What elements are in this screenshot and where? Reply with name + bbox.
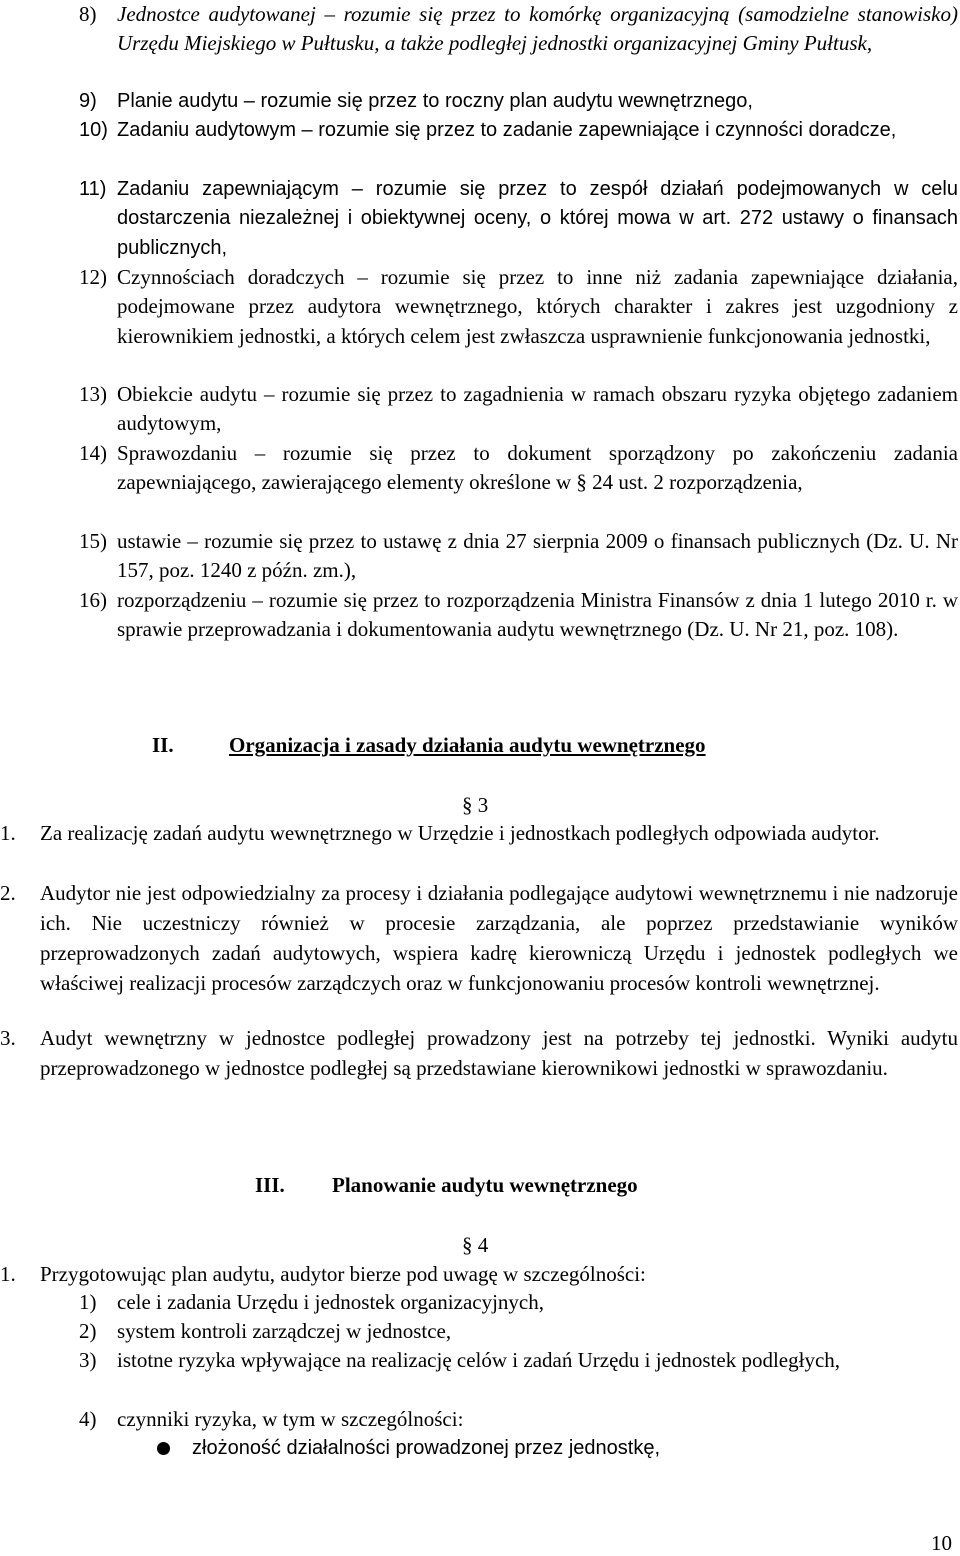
section-roman-numeral: II. <box>152 733 174 757</box>
definition-text: Planie audytu – rozumie się przez to roczny plan audytu wewnętrznego, <box>117 90 753 112</box>
definition-item <box>0 0 958 59</box>
sub-list-item <box>0 1346 958 1375</box>
sub-item-text: czynniki ryzyka, w tym w szczególności: <box>117 1407 464 1431</box>
definition-item <box>0 263 958 351</box>
definition-item <box>0 116 958 145</box>
definition-number: 10) <box>79 119 108 141</box>
definition-item <box>0 439 958 498</box>
sub-item-text: cele i zadania Urzędu i jednostek organizacyjnych, <box>117 1290 545 1314</box>
list-item <box>0 1259 958 1289</box>
definition-text: rozporządzeniu – rozumie się przez to rozporządzenia Ministra Finansów z dnia 1 lutego 2010 r. w sprawie przeprowadzania i dokumentowania audytu wewnętrznego (Dz. U. Nr 21, poz. 108). <box>117 588 958 642</box>
sub-item-text: istotne ryzyka wpływające na realizację celów i zadań Urzędu i jednostek podległych, <box>117 1348 841 1372</box>
list-item-number: 3. <box>0 1026 16 1050</box>
sub-item-number: 1) <box>79 1290 97 1314</box>
definition-text: ustawie – rozumie się przez to ustawę z dnia 27 sierpnia 2009 o finansach publicznych (Dz. U. Nr 157, poz. 1240 z późn. zm.), <box>117 529 958 583</box>
sub-list-item <box>0 1288 958 1317</box>
list-item <box>0 878 958 998</box>
definition-text: Obiekcie audytu – rozumie się przez to zagadnienia w ramach obszaru ryzyka objętego zadaniem audytowym, <box>117 382 958 436</box>
section-roman-numeral: III. <box>255 1173 285 1197</box>
definition-text: Jednostce audytowanej – rozumie się przez to komórkę organizacyjną (samodzielne stanowisko) Urzędu Miejskiego w Pułtusku, a także podległej jednostki organizacyjnej Gminy Pułtusk, <box>117 2 958 56</box>
definition-text: Zadaniu audytowym – rozumie się przez to zadanie zapewniające i czynności doradcze, <box>117 119 897 141</box>
sub-item-number: 2) <box>79 1319 97 1343</box>
list-item-number: 1. <box>0 821 16 845</box>
sub-item-text: system kontroli zarządczej w jednostce, <box>117 1319 452 1343</box>
definition-item <box>0 380 958 439</box>
definition-number: 15) <box>79 529 107 553</box>
section-title: Planowanie audytu wewnętrznego <box>332 1173 638 1197</box>
list-item-number: 1. <box>0 1262 16 1286</box>
definition-number: 9) <box>79 90 97 112</box>
page-number: 10 <box>931 1531 952 1555</box>
list-item <box>0 1023 958 1083</box>
definition-item <box>0 175 958 263</box>
definition-number: 16) <box>79 588 107 612</box>
definition-item <box>0 527 958 586</box>
list-item-text: Audytor nie jest odpowiedzialny za procesy i działania podlegające audytowi wewnętrznemu i nie nadzoruje ich. Nie uczestniczy również w procesie zarządzania, ale poprzez przedstawianie wyników przeprowadzonych zadań audytowych, wspiera kadrę kierowniczą Urzędu i jednostek podległych we właściwej realizacji procesów zarządczych oraz w funkcjonowaniu procesów kontroli wewnętrznej. <box>40 881 958 995</box>
paragraph-mark: § 3 <box>462 793 489 817</box>
sub-list-item <box>0 1317 958 1346</box>
definition-text: Sprawozdaniu – rozumie się przez to dokument sporządzony po zakończeniu zadania zapewniającego, zawierającego elementy określone w § 24 ust. 2 rozporządzenia, <box>117 441 958 495</box>
sub-item-number: 4) <box>79 1407 97 1431</box>
definition-number: 11) <box>79 178 107 200</box>
section-title: Organizacja i zasady działania audytu wewnętrznego <box>229 733 706 757</box>
definition-text: Czynnościach doradczych – rozumie się przez to inne niż zadania zapewniające działania, podejmowane przez audytora wewnętrznego, których charakter i zakres jest uzgodniony z kierownikiem jednostki, a których celem jest zwłaszcza usprawnienie funkcjonowania jednostki, <box>117 265 958 348</box>
definition-number: 8) <box>79 2 97 26</box>
definition-text: Zadaniu zapewniającym – rozumie się przez to zespół działań podejmowanych w celu dostarczenia niezależnej i obiektywnej oceny, o której mowa w art. 272 ustawy o finansach publicznych, <box>117 178 958 259</box>
bullet-item-text: złożoność działalności prowadzonej przez jednostkę, <box>192 1437 661 1459</box>
definition-item <box>0 87 958 116</box>
list-item-text: Audyt wewnętrzny w jednostce podległej prowadzony jest na potrzeby tej jednostki. Wyniki audytu przeprowadzonego w jednostce podległej są przedstawiane kierownikowi jednostki w sprawozdaniu. <box>40 1026 958 1080</box>
definition-number: 12) <box>79 265 107 289</box>
definition-number: 14) <box>79 441 107 465</box>
list-item <box>0 818 958 848</box>
list-item-text: Przygotowując plan audytu, audytor bierze pod uwagę w szczególności: <box>40 1262 646 1286</box>
sub-item-number: 3) <box>79 1348 97 1372</box>
list-item-number: 2. <box>0 881 16 905</box>
bullet-icon <box>157 1442 171 1456</box>
definition-item <box>0 586 958 645</box>
paragraph-mark: § 4 <box>462 1233 489 1257</box>
definition-number: 13) <box>79 382 107 406</box>
list-item-text: Za realizację zadań audytu wewnętrznego w Urzędzie i jednostkach podległych odpowiada audytor. <box>40 821 880 845</box>
sub-list-item <box>0 1405 958 1434</box>
